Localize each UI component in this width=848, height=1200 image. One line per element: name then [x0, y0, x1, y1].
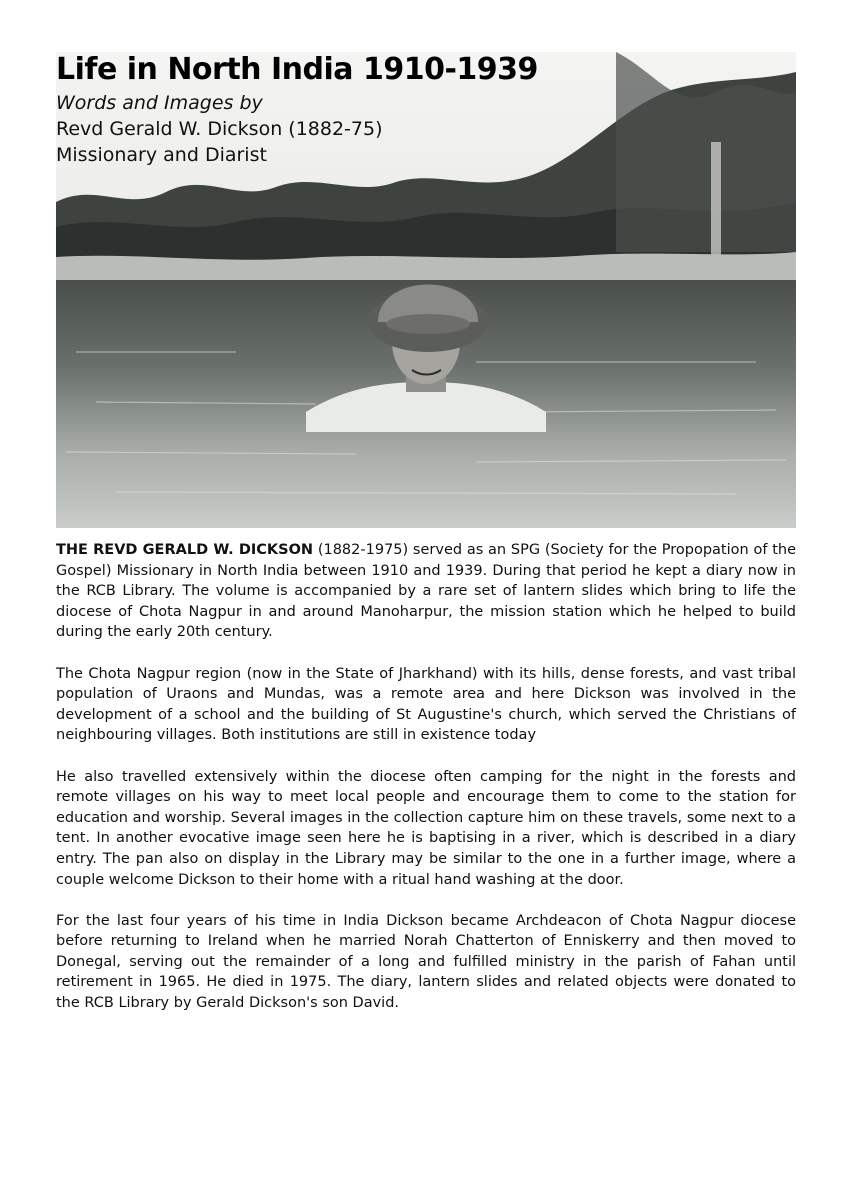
paragraph-2: The Chota Nagpur region (now in the State of Jharkhand) with its hills, dense forests, and vast tribal population of Uraons and Mundas, was a remote area and here Dickson was involved in the development of a school and the building of St Augustine's church, which served the Christians of neighbouring villages. Both institutions are still in existence today	[56, 665, 796, 744]
lead-name: THE REVD GERALD W. DICKSON	[56, 542, 314, 558]
paragraph-1-text: (1882-1975) served as an SPG (Society for the Propopation of the Gospel) Missionary in North India between 1910 and 1939. During that period he kept a diary now in the RCB Library. The volume is accompanied by a rare set of lantern slides which bring to life the diocese of Chota Nagpur in and around Manoharpur, the mission station which he helped to build during the early 20th century.	[56, 542, 796, 641]
paragraph-1	[56, 540, 796, 643]
page-title: Life in North India 1910-1939	[56, 52, 538, 87]
author-line: Revd Gerald W. Dickson (1882-75)	[56, 118, 383, 140]
title-block	[56, 52, 616, 168]
paragraph-3: He also travelled extensively within the diocese often camping for the night in the forests and remote villages on his way to meet local people and encourage them to come to the station for education and worship. Several images in the collection capture him on these travels, some next to a tent. In another evocative image seen here he is baptising in a river, which is described in a diary entry. The pan also on display in the Library may be similar to the one in a further image, where a couple welcome Dickson to their home with a ritual hand washing at the door.	[56, 768, 796, 888]
paragraph-4: For the last four years of his time in India Dickson became Archdeacon of Chota Nagpur diocese before returning to Ireland when he married Norah Chatterton of Enniskerry and then moved to Donegal, serving out the remainder of a long and fulfilled ministry in the parish of Fahan until retirement in 1965. He died in 1975. The diary, lantern slides and related objects were donated to the RCB Library by Gerald Dickson's son David.	[56, 912, 796, 1012]
role-line: Missionary and Diarist	[56, 144, 267, 166]
body-text	[56, 540, 796, 1034]
subtitle: Words and Images by	[56, 92, 263, 114]
